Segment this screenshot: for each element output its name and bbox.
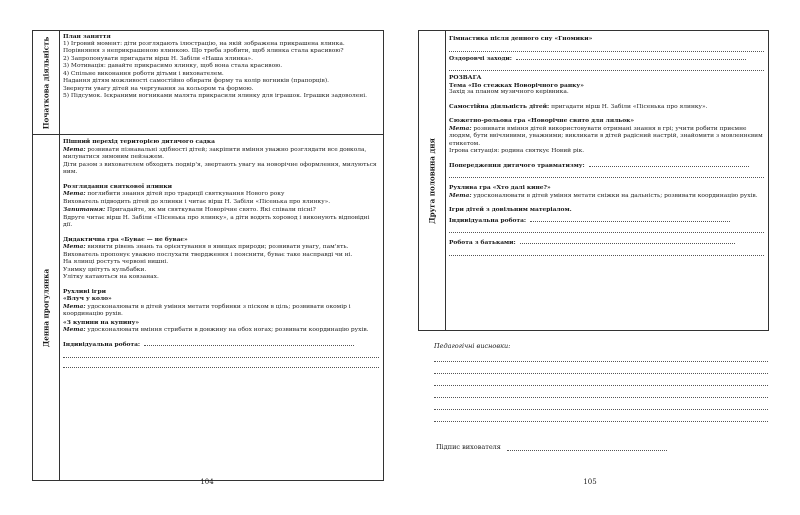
goal-label: Мета: [63,302,86,310]
goal-text: удосконалювати в дітей уміння метати торбинки з піском в ціль; розвивати окомір і координацію рухів. [63,303,351,317]
notes-line [434,374,768,386]
side-label-cell [33,31,60,135]
individual-work-label: Індивідуальна робота: [63,341,379,349]
notes-line [434,386,768,398]
tree-text: Вихователь підводить дітей до ялинки і читає вірш Н. Забіли «Пісенька про ялинку». [63,198,331,205]
goal-text: удосконалювати в дітей уміння метати сніжки на дальність; розвивати координацію рухів. [473,192,758,199]
side-label: Друга половина дня [427,137,437,224]
plan-line: 1) Ігровий момент: діти розглядають ілюстрацію, на якій зображена прикрашена ялинка. [63,40,345,47]
roleplay-situation: Ігрова ситуація: родина святкує Новий рік. [449,148,585,154]
goal-text: розвивати пізнавальні здібності дітей; закріпити вміння уважно розглядати все довкола, милуватися зимовим пейзажем. [63,146,367,160]
goal-label: Мета: [63,326,86,333]
notes-line [434,410,768,422]
afternoon-block [418,30,769,331]
lesson-plan-heading: План заняття [63,33,111,40]
roleplay-heading: Сюжетно-рольова гра «Новорічне свято для ляльок» [449,117,635,124]
independent-label: Самостійна діяльність дітей: [449,102,550,110]
notes-line [434,362,768,374]
game-heading: Рухлива гра «Хто далі кине?» [449,184,551,191]
free-games: Ігри дітей з довільним матеріалом. [449,206,572,213]
fun-title: РОЗВАГА [449,74,482,81]
pedagogical-notes [418,342,768,422]
plan-line: Надання дітям можливості самостійно обирати форму та колір вогників (прапорців). [63,78,330,84]
fun-theme: Тема «По стежках Новорічного ранку» [449,81,584,89]
plan-line: 2) Запропонувати пригадати вірш Н. Забіли «Наша ялинка». [63,55,253,62]
side-label-cell [33,135,60,480]
wellness-label: Оздоровчі заходи: [449,55,764,63]
didactic-example: Узимку цвітуть кульбабки. [63,266,147,273]
individual-work-label: Індивідуальна робота: [449,217,764,225]
blank-line [63,358,379,368]
walk-content [63,138,379,368]
goal-text: розвивати вміння дітей використовувати отримані знання в грі; учити робити приємне людям, бути ввічливими, уважними; викликати в дітей радісний настрій, знайомити з мовленнєвим етикетом. [449,125,763,147]
plan-line: 4) Спільне виконання роботи дітьми і вихователем. [63,70,224,77]
blank-line [449,169,764,178]
injury-label: Попередження дитячого травматизму: [449,162,764,170]
side-label: Денна прогулянка [41,268,51,347]
parents-work-label: Робота з батьками: [449,239,764,247]
blank-line [449,62,764,71]
didactic-heading: Дидактична гра «Буває — не буває» [63,235,188,243]
goal-label: Мета: [449,191,472,199]
goal-label: Мета: [63,243,86,250]
page-number: 104 [200,478,214,486]
fun-text: Захід за планом музичного керівника. [449,89,569,95]
goal-text: удосконалювати вміння стрибати в довжину на обох ногах; розвивати координацію рухів. [87,327,369,333]
tree-text-2: Вдруге читає вірш Н. Забіли «Пісенька про ялинку», а діти водять хоровод і виконують відповідні дії. [63,214,370,228]
goal-label: Мета: [63,145,86,153]
blank-line [449,247,764,256]
goal-text: виявити рівень знань та орієнтування в явищах природи; розвивати увагу, пам'ять. [87,244,349,250]
goal-label: Мета: [449,124,472,132]
games-heading: Рухливі ігри [63,287,106,295]
question-text: Пригадайте, як ми святкували Новорічне свято. Які співали пісні? [107,207,316,213]
teacher-signature [436,443,667,451]
walk-text: Діти разом з вихователем обходять подвір'я, звертають увагу на новорічне оформлення, милуються ним. [63,161,377,175]
side-label: Початкова діяльність [41,36,51,130]
goal-text: поглибити знання дітей про традиції святкування Нового року [87,191,285,197]
game-title: «З купини на купину» [63,318,140,326]
morning-activity-block [32,30,384,136]
plan-line: 3) Мотивація: давайте прикрасимо ялинку, щоб вона стала красивою. [63,63,283,69]
didactic-text: Вихователь пропонує уважно послухати твердження і пояснити, буває таке насправді чи ні. [63,251,353,258]
signature-label: Підпис вихователя [436,443,501,451]
lesson-plan [63,33,379,101]
blank-line [449,224,764,233]
plan-line: 5) Підсумок. Ієкраними вогниками малята прикрасили ялинку для іграшок. Іграшки задоволені. [63,93,367,99]
didactic-example: Улітку катаються на ковзанах. [63,274,159,280]
walk-heading: Пішний перехід територією дитячого садка [63,138,215,145]
side-label-cell [419,31,446,330]
question-label: Запитання: [63,206,106,213]
tree-heading: Розглядання святкової ялинки [63,182,172,190]
notes-line [434,398,768,410]
blank-line [63,348,379,358]
gym-heading: Гімнастика після денного сну «Гномики» [449,35,593,42]
page-number: 105 [583,478,597,486]
day-walk-block [32,134,384,481]
notes-label: Педагогічні висновки: [434,342,511,350]
signature-line [507,450,667,451]
didactic-example: На ялинці ростуть червоні вишні. [63,259,169,265]
game-title: «Влуч у коло» [63,295,112,302]
independent-text: пригадати вірш Н. Забіли «Пісенька про ялинку». [551,103,708,110]
blank-line [449,43,764,52]
notes-line [434,350,768,362]
goal-label: Мета: [63,190,86,197]
plan-line: Звернути увагу дітей на чергування за кольором та формою. [63,85,254,92]
plan-line: Порівняння з неприкрашеною ялинкою. Що треба зробити, щоб ялинка стала красивою? [63,48,344,54]
afternoon-content [449,35,764,256]
